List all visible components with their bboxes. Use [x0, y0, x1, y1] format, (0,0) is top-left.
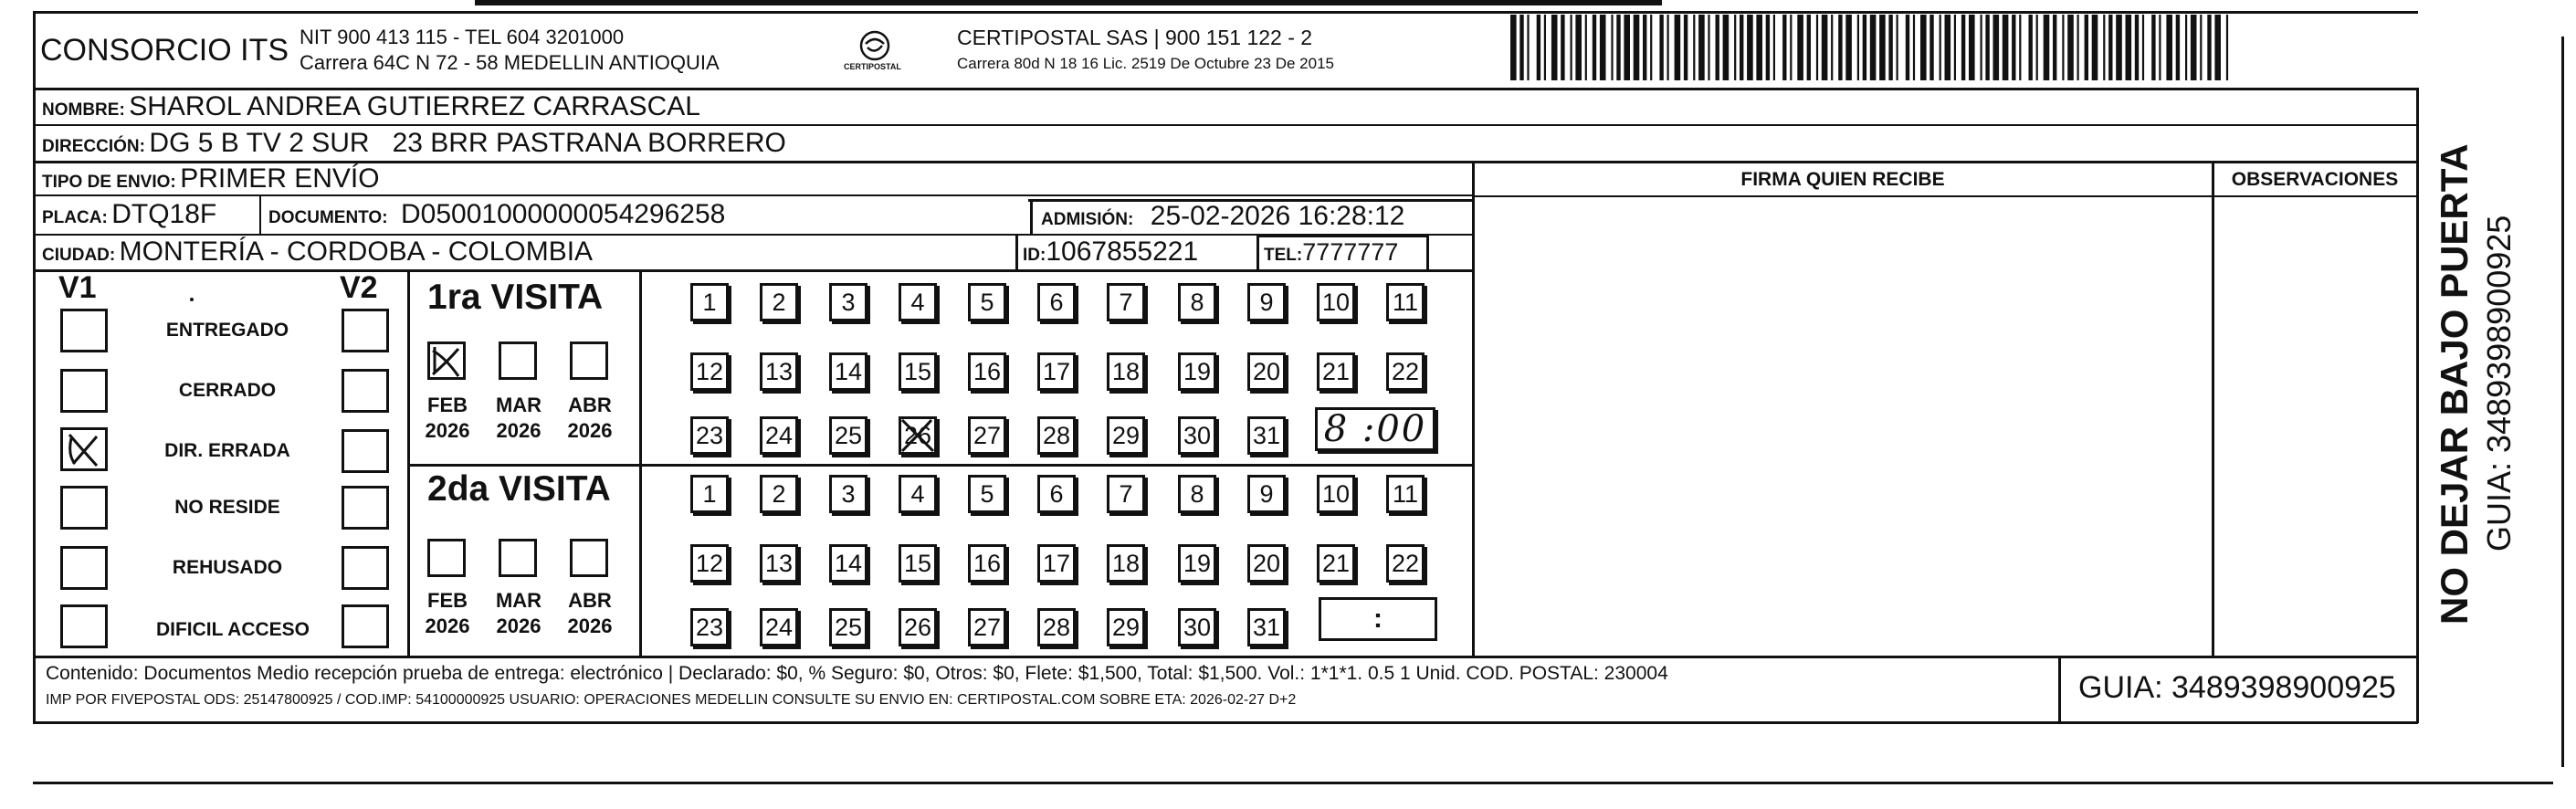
visit-2-day-28[interactable]: 28 — [1037, 608, 1076, 646]
visit-1-day-9[interactable]: 9 — [1247, 283, 1286, 321]
month-year: 2026 — [567, 615, 613, 637]
firma-header: FIRMA QUIEN RECIBE — [1740, 169, 1945, 190]
visit-1-month-mar-label — [491, 393, 546, 444]
tel-left-divider — [1256, 236, 1259, 270]
id-value: 1067855221 — [1046, 236, 1199, 267]
barcode-bar — [1906, 15, 1909, 80]
visit-1-day-18[interactable]: 18 — [1107, 352, 1145, 391]
barcode-bar — [1716, 15, 1719, 80]
barcode-bar — [2214, 15, 2221, 80]
row-line-1 — [33, 124, 2418, 126]
barcode-bar — [1537, 15, 1540, 80]
right-edge-line — [2561, 37, 2564, 767]
barcode-bar — [2176, 15, 2180, 80]
barcode-bar — [2200, 15, 2202, 80]
visit-2-day-15[interactable]: 15 — [899, 544, 937, 583]
v1-check-cerrado[interactable] — [60, 369, 108, 413]
visit-1-day-29[interactable]: 29 — [1107, 416, 1145, 455]
handwritten-cross-icon — [899, 416, 939, 457]
id-label: ID: — [1023, 246, 1046, 265]
visit-2-day-25[interactable]: 25 — [829, 608, 867, 646]
v1-check-dir-errada[interactable] — [60, 427, 108, 471]
v1-label: V1 — [58, 270, 97, 305]
barcode-bar — [1684, 15, 1688, 80]
v2-check-dificil-acceso[interactable] — [342, 604, 389, 648]
barcode-bar — [1616, 15, 1620, 80]
tel-field — [1264, 238, 1398, 267]
barcode-bar — [1870, 15, 1877, 80]
barcode-bar — [1913, 15, 1915, 80]
month-name: ABR — [568, 589, 612, 612]
visit-2-day-20[interactable]: 20 — [1247, 544, 1286, 583]
row-line-2 — [33, 161, 2418, 163]
visit-2-time-box[interactable] — [1319, 597, 1437, 641]
barcode-bar — [1766, 15, 1770, 80]
barcode-bar — [2012, 15, 2015, 80]
visit-1-day-25[interactable]: 25 — [829, 416, 867, 455]
barcode-bar — [1929, 15, 1933, 80]
visit-2-day-24[interactable]: 24 — [760, 608, 798, 646]
visit-2-day-30[interactable]: 30 — [1178, 608, 1216, 646]
visit-1-day-22[interactable]: 22 — [1386, 352, 1425, 391]
visit-1-month-abr-label — [563, 393, 617, 444]
barcode-bar — [1650, 15, 1652, 80]
barcode-bar — [2166, 15, 2172, 80]
admision-value: 25-02-2026 16:28:12 — [1150, 201, 1405, 231]
doc-admision-divider — [1030, 199, 1033, 236]
barcode-bar — [1961, 15, 1965, 80]
barcode-bar — [1920, 15, 1927, 80]
visit-1-day-1[interactable]: 1 — [690, 283, 729, 321]
id-field — [1023, 236, 1198, 268]
visit-1-day-3[interactable]: 3 — [829, 283, 867, 321]
visit-2-day-2[interactable]: 2 — [760, 475, 798, 513]
tel-label: TEL: — [1264, 246, 1303, 265]
visit-1-day-24[interactable]: 24 — [760, 416, 798, 455]
barcode-bar — [1940, 15, 1941, 80]
placa-doc-divider — [259, 196, 261, 235]
status-cerrado: CERRADO — [178, 380, 277, 401]
visit-1-day-28[interactable]: 28 — [1037, 416, 1076, 455]
v2-check-no-reside[interactable] — [342, 486, 389, 530]
barcode-bar — [1643, 15, 1646, 80]
barcode-bar — [2142, 15, 2144, 80]
documento-label: DOCUMENTO: — [268, 208, 388, 227]
visit-2-month-mar-check[interactable] — [499, 539, 537, 577]
barcode-graphic — [1509, 15, 2239, 80]
barcode-bar — [2029, 15, 2033, 80]
barcode-bar — [1667, 15, 1669, 80]
visit-2-day-5[interactable]: 5 — [968, 475, 1006, 513]
barcode-bar — [1985, 15, 1989, 80]
documento-value: D05001000000054296258 — [401, 199, 726, 229]
visit-1-day-10[interactable]: 10 — [1317, 283, 1355, 321]
barcode-bar — [1857, 15, 1859, 80]
visit-1-day-15[interactable]: 15 — [899, 352, 937, 391]
admision-label: ADMISIÓN: — [1041, 210, 1134, 229]
footer-contenido: Contenido: Documentos Medio recepción prueba de entrega: electrónico | Declarado: $0, % Seguro: $0, Otros: $0, Flete: $1,500, Total: $1,500. Vol.: 1*1*1. 0.5 1 Unid. COD. POSTAL: 230004 — [46, 663, 1668, 684]
barcode-bar — [1593, 15, 1596, 80]
v1-check-dificil-acceso[interactable] — [60, 604, 108, 648]
ciudad-value: MONTERÍA - CORDOBA - COLOMBIA — [119, 236, 594, 267]
direccion-row — [42, 128, 786, 159]
col-firma-left — [1472, 161, 1475, 657]
visit-1-title: 1ra VISITA — [427, 278, 604, 317]
row-line-3b — [1474, 195, 2418, 197]
footer-imp: IMP POR FIVEPOSTAL ODS: 25147800925 / COD.IMP: 54100000925 USUARIO: OPERACIONES MEDELLIN CONSULTE SU ENVIO EN: CERTIPOSTAL.COM SOBRE ETA: 2026-02-27 D+2 — [46, 692, 1297, 708]
visit-1-day-2[interactable]: 2 — [760, 283, 798, 321]
barcode-bar — [1782, 15, 1786, 80]
certipostal-line: CERTIPOSTAL SAS | 900 151 122 - 2 — [957, 26, 1313, 49]
barcode-bar — [1510, 15, 1517, 80]
visit-1-day-27[interactable]: 27 — [968, 416, 1006, 455]
barcode-bar — [2092, 15, 2098, 80]
v2-check-rehusado[interactable] — [342, 546, 389, 590]
barcode-bar — [1790, 15, 1792, 80]
visit-2-day-11[interactable]: 11 — [1386, 475, 1425, 513]
tipo-row — [42, 163, 380, 194]
visit-2-month-mar-label — [491, 588, 546, 639]
month-year: 2026 — [425, 419, 470, 442]
visit-2-day-22[interactable]: 22 — [1386, 544, 1425, 583]
barcode-bar — [1708, 15, 1709, 80]
barcode-bar — [2062, 15, 2064, 80]
v2-check-dir-errada[interactable] — [342, 429, 389, 473]
ciudad-label: CIUDAD: — [42, 246, 116, 265]
visit-1-day-6[interactable]: 6 — [1037, 283, 1076, 321]
visit-2-day-26[interactable]: 26 — [899, 608, 937, 646]
visit-2-day-6[interactable]: 6 — [1037, 475, 1076, 513]
barcode-bar — [1969, 15, 1975, 80]
visit-1-day-14[interactable]: 14 — [829, 352, 867, 391]
visit-1-day-21[interactable]: 21 — [1317, 352, 1355, 391]
barcode-bar — [1845, 15, 1852, 80]
handwritten-x-icon — [60, 427, 108, 471]
visit-2-day-16[interactable]: 16 — [968, 544, 1006, 583]
visit-1-day-17[interactable]: 17 — [1037, 352, 1076, 391]
direccion-value: DG 5 B TV 2 SUR 23 BRR PASTRANA BORRERO — [149, 128, 786, 158]
barcode-bar — [1807, 15, 1811, 80]
barcode-bar — [1888, 15, 1892, 80]
month-name: MAR — [495, 394, 542, 416]
barcode-bar — [2044, 15, 2050, 80]
status-dir-errada: DIR. ERRADA — [164, 440, 290, 461]
month-name: FEB — [427, 589, 468, 612]
visit-1-day-19[interactable]: 19 — [1178, 352, 1216, 391]
barcode-bar — [1551, 15, 1558, 80]
barcode-bar — [1945, 15, 1951, 80]
barcode-bar — [2077, 15, 2079, 80]
admision-field — [1041, 201, 1404, 232]
placa-label: PLACA: — [42, 208, 108, 227]
barcode-bar — [1600, 15, 1606, 80]
visit-1-month-feb-label — [420, 393, 475, 444]
barcode-bar — [2207, 15, 2211, 80]
nombre-value: SHAROL ANDREA GUTIERREZ CARRASCAL — [129, 91, 700, 121]
barcode-bar — [1740, 15, 1743, 80]
barcode-bar — [1611, 15, 1613, 80]
visit-2-day-14[interactable]: 14 — [829, 544, 867, 583]
visit-1-month-abr-check[interactable] — [570, 341, 608, 380]
barcode-bar — [2103, 15, 2105, 80]
barcode-bar — [1675, 15, 1681, 80]
frame-right — [2416, 88, 2419, 723]
barcode-bar — [1571, 15, 1572, 80]
frame-left — [33, 11, 36, 723]
status-no-reside: NO RESIDE — [174, 497, 280, 518]
visit-1-day-12[interactable]: 12 — [690, 352, 729, 391]
visit-1-month-feb-check[interactable] — [427, 341, 466, 380]
visit-1-day-4[interactable]: 4 — [899, 283, 937, 321]
visit-2-title: 2da VISITA — [427, 469, 611, 509]
tel-top-line — [1256, 236, 1428, 237]
visit-2-day-19[interactable]: 19 — [1178, 544, 1216, 583]
barcode-bar — [2019, 15, 2021, 80]
visit-2-day-13[interactable]: 13 — [760, 544, 798, 583]
visit-2-day-23[interactable]: 23 — [690, 608, 729, 646]
dot-mark — [190, 298, 194, 301]
barcode-bar — [1822, 15, 1828, 80]
tel-value: 7777777 — [1302, 238, 1399, 266]
month-year: 2026 — [567, 419, 613, 442]
month-name: FEB — [427, 394, 468, 416]
nombre-label: NOMBRE: — [42, 100, 125, 120]
nit-line: NIT 900 413 115 - TEL 604 3201000 — [300, 26, 625, 48]
barcode-bar — [1838, 15, 1842, 80]
barcode-bar — [2159, 15, 2161, 80]
certipostal-logo-icon — [842, 27, 908, 82]
visit-1-month-mar-check[interactable] — [499, 341, 537, 380]
visit-1-time-value: 8 :00 — [1323, 408, 1427, 450]
barcode-bar — [1879, 15, 1886, 80]
visit-2-month-feb-check[interactable] — [427, 539, 466, 577]
placa-value: DTQ18F — [111, 199, 217, 229]
barcode-bar — [2126, 15, 2132, 80]
barcode-bar — [2185, 15, 2187, 80]
barcode-bar — [1831, 15, 1833, 80]
barcode-bar — [1544, 15, 1546, 80]
visit-2-month-abr-label — [563, 588, 617, 639]
visit-2-day-9[interactable]: 9 — [1247, 475, 1286, 513]
side-guia: GUIA: 3489398900925 — [2480, 215, 2518, 552]
barcode-bar — [2108, 15, 2112, 80]
visit-1-day-16[interactable]: 16 — [968, 352, 1006, 391]
barcode-bar — [1659, 15, 1663, 80]
barcode-bar — [2226, 15, 2228, 80]
barcode — [1509, 15, 2239, 80]
observaciones-header: OBSERVACIONES — [2231, 169, 2399, 190]
barcode-bar — [1981, 15, 1982, 80]
visit-1-day-7[interactable]: 7 — [1107, 283, 1145, 321]
handwritten-x-icon — [427, 341, 466, 380]
visit-2-day-4[interactable]: 4 — [899, 475, 937, 513]
barcode-bar — [2067, 15, 2074, 80]
guia-box-text: GUIA: 3489398900925 — [2078, 670, 2396, 705]
visit-2-day-27[interactable]: 27 — [968, 608, 1006, 646]
visit-2-day-17[interactable]: 17 — [1037, 544, 1076, 583]
visit-1-day-8[interactable]: 8 — [1178, 283, 1216, 321]
guia-box-left — [2058, 656, 2061, 723]
v1-check-entregado[interactable] — [60, 309, 108, 352]
visit-2-day-18[interactable]: 18 — [1107, 544, 1145, 583]
barcode-bar — [1723, 15, 1730, 80]
bottom-edge-line — [33, 782, 2553, 784]
month-name: MAR — [495, 589, 542, 612]
visit-2-day-12[interactable]: 12 — [690, 544, 729, 583]
direccion-label: DIRECCIÓN: — [42, 137, 145, 156]
month-year: 2026 — [496, 615, 541, 637]
barcode-bar — [2085, 15, 2088, 80]
barcode-bar — [2191, 15, 2197, 80]
status-dificil-acceso: DIFICIL ACCESO — [155, 619, 310, 640]
visit-1-day-5[interactable]: 5 — [968, 283, 1006, 321]
col-obs-left — [2212, 161, 2214, 657]
barcode-bar — [1634, 15, 1640, 80]
visit-1-day-30[interactable]: 30 — [1178, 416, 1216, 455]
company-address: Carrera 64C N 72 - 58 MEDELLIN ANTIOQUIA — [300, 51, 720, 74]
barcode-bar — [1797, 15, 1803, 80]
top-edge-line — [475, 0, 1662, 5]
barcode-bar — [1993, 15, 2000, 80]
barcode-bar — [1527, 15, 1529, 80]
logo-text: CERTIPOSTAL — [844, 62, 901, 71]
barcode-bar — [1816, 15, 1818, 80]
visit-1-day-26[interactable]: 26 — [899, 416, 937, 455]
barcode-bar — [1561, 15, 1564, 80]
barcode-bar — [2036, 15, 2038, 80]
month-year: 2026 — [425, 615, 470, 637]
barcode-bar — [1863, 15, 1866, 80]
tipo-value: PRIMER ENVÍO — [180, 163, 380, 194]
status-entregado: ENTREGADO — [165, 320, 289, 341]
barcode-bar — [2151, 15, 2155, 80]
visit-2-month-feb-label — [420, 588, 475, 639]
visit-1-day-13[interactable]: 13 — [760, 352, 798, 391]
visit-2-day-21[interactable]: 21 — [1317, 544, 1355, 583]
row-line-3 — [33, 194, 1474, 196]
visit-2-month-abr-check[interactable] — [570, 539, 608, 577]
header-divider — [33, 88, 2418, 90]
barcode-bar — [1756, 15, 1762, 80]
v2-check-entregado[interactable] — [342, 309, 389, 352]
barcode-bar — [2135, 15, 2139, 80]
visit-1-day-31[interactable]: 31 — [1247, 416, 1286, 455]
visit-2-day-8[interactable]: 8 — [1178, 475, 1216, 513]
certipostal-address: Carrera 80d N 18 16 Lic. 2519 De Octubre 23 De 2015 — [957, 55, 1334, 72]
status-rehusado: REHUSADO — [172, 557, 283, 578]
side-warning: NO DEJAR BAJO PUERTA — [2433, 143, 2476, 625]
barcode-bar — [2116, 15, 2122, 80]
month-year: 2026 — [496, 419, 541, 442]
visit-1-day-23[interactable]: 23 — [690, 416, 729, 455]
barcode-bar — [2053, 15, 2056, 80]
ciudad-field — [42, 236, 593, 268]
visit-2-day-7[interactable]: 7 — [1107, 475, 1145, 513]
visit-1-time-box[interactable] — [1315, 407, 1435, 451]
visit-2-day-31[interactable]: 31 — [1247, 608, 1286, 646]
v2-check-cerrado[interactable] — [342, 369, 389, 413]
visit-split-line — [407, 464, 1474, 467]
barcode-bar — [1575, 15, 1582, 80]
visit-2-day-1[interactable]: 1 — [690, 475, 729, 513]
tipo-label: TIPO DE ENVIO: — [42, 173, 176, 192]
certipostal-logo — [842, 27, 908, 82]
visit-2-day-3[interactable]: 3 — [829, 475, 867, 513]
frame-top — [33, 11, 2418, 14]
visit-2-day-10[interactable]: 10 — [1317, 475, 1355, 513]
barcode-bar — [1773, 15, 1775, 80]
barcode-bar — [1585, 15, 1587, 80]
month-name: ABR — [568, 394, 612, 416]
barcode-bar — [1954, 15, 1956, 80]
id-left-divider — [1015, 236, 1018, 270]
barcode-bar — [2003, 15, 2009, 80]
barcode-bar — [1747, 15, 1753, 80]
v2-label: V2 — [340, 270, 378, 305]
documento-field — [268, 199, 725, 230]
barcode-bar — [1897, 15, 1898, 80]
placa-field — [42, 199, 216, 230]
visit-1-day-20[interactable]: 20 — [1247, 352, 1286, 391]
nombre-row — [42, 91, 700, 122]
barcode-bar — [1734, 15, 1736, 80]
company-name: CONSORCIO ITS — [40, 33, 289, 68]
visit-2-time-value: : — [1373, 604, 1383, 634]
barcode-bar — [1624, 15, 1630, 80]
tel-right-divider — [1426, 236, 1429, 270]
visit-1-day-11[interactable]: 11 — [1386, 283, 1425, 321]
barcode-bar — [1519, 15, 1523, 80]
barcode-bar — [1693, 15, 1695, 80]
barcode-bar — [1698, 15, 1705, 80]
v1-check-no-reside[interactable] — [60, 486, 108, 530]
visit-2-day-29[interactable]: 29 — [1107, 608, 1145, 646]
v1-check-rehusado[interactable] — [60, 546, 108, 590]
